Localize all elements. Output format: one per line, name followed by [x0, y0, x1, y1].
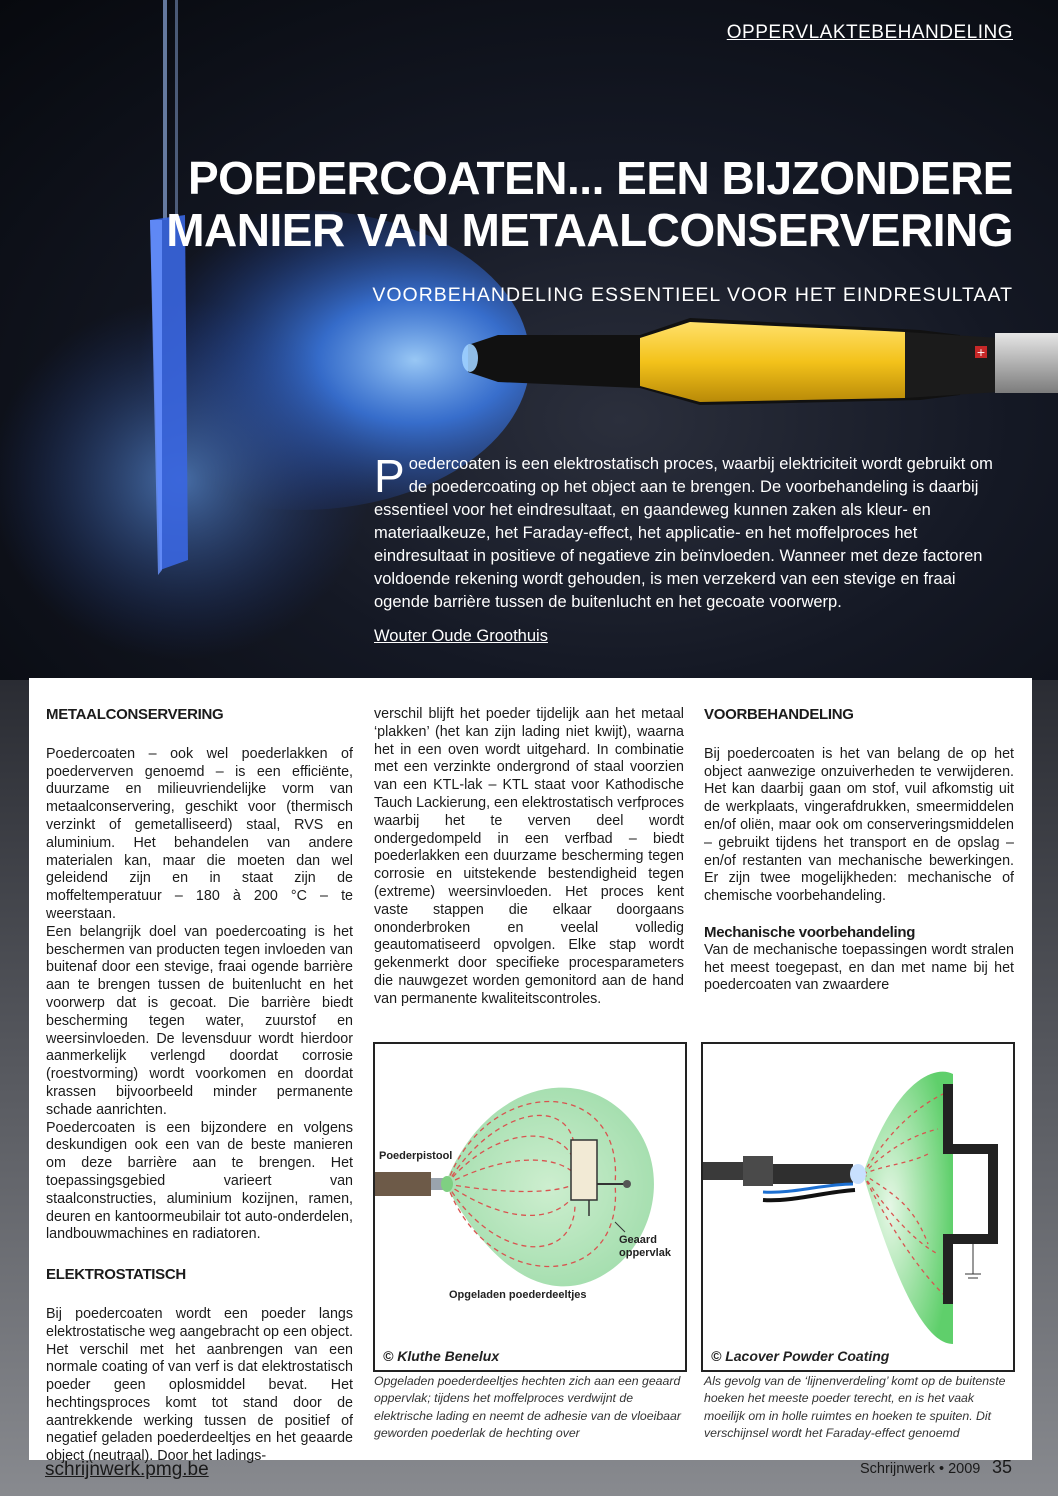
paragraph: Een belangrijk doel van poedercoating is het beschermen van producten tegen invloeden van buitenaf door een stevige, fraai ogende barrière aan te brengen tussen de buitenlucht en het voorwerp dat is gecoat. Die barrière biedt bescherming tegen water, zuurstof en weersinvloeden. De levensduur wordt hierdoor aanmerkelijk verlengd doordat corrosie (roestvorming) wordt voorkomen en doordat krassen bijvoorbeeld minder permanente schade aanrichten. — [46, 923, 353, 1118]
page-title — [113, 152, 1013, 256]
drop-cap: P — [374, 450, 405, 502]
column-2 — [374, 706, 684, 1009]
intro-text: oedercoaten is een elektrostatisch proces, waarbij elektriciteit wordt gebruikt om de poedercoating op het object aan te brengen. De voorbehandeling is daarbij essentieel voor het eindresultaat, en gaandeweg kunnen zaken als kleur- en materiaalkeuze, het Faraday-effect, het applicatie- en het moffelproces het eindresultaat in positieve of negatieve zin beïnvloeden. Wanneer met deze factoren voldoende rekening wordt gehouden, is men verzekerd van een stevige en fraai ogende barrière tussen de buitenlucht en het gecoate voorwerp. — [374, 455, 993, 611]
page-number: 35 — [992, 1457, 1013, 1477]
faraday-diagram — [703, 1044, 1013, 1370]
author-byline: Wouter Oude Groothuis — [374, 627, 548, 645]
label-geaard-oppervlak: Geaard oppervlak — [619, 1234, 671, 1259]
figure-credit: © Kluthe Benelux — [383, 1348, 500, 1364]
paragraph: Bij poedercoaten is het van belang de op het object aanwezige onzuiverheden te verwijderen. Het kan daarbij gaan om stof, vuil afkomstig uit de werkplaats, vingerafdrukken, smeermiddelen en/of oliën, maar ook om conserveringsmiddelen – gebruikt tijdens het transport en de opslag – en/of restanten van mechanische bewerkingen. Er zijn twee mogelijkheden: mechanische of chemische voorbehandeling. — [704, 745, 1014, 905]
intro-paragraph — [374, 450, 1014, 614]
title-line-1: POEDERCOATEN... EEN BIJZONDERE — [187, 152, 1013, 204]
paragraph: Poedercoaten is een bijzondere en volgens deskundigen ook een van de beste manieren om deze barrière aan te brengen. Het toepassingsgebied varieert van staalconstructies, aluminium kozijnen, ramen, deuren en kantoormeubilair tot auto-onderdelen, landbouwmachines en radiatoren. — [46, 1119, 353, 1243]
footer-website-link[interactable]: schrijnwerk.pmg.be — [45, 1459, 209, 1480]
electrostatic-diagram — [375, 1044, 685, 1370]
title-line-2: MANIER VAN METAALCONSERVERING — [166, 204, 1013, 256]
figure-electrostatic-field — [373, 1042, 687, 1372]
heading-mechanische-voorbehandeling: Mechanische voorbehandeling — [704, 923, 916, 941]
figure-1-caption: Opgeladen poederdeeltjes hechten zich aan een geaard oppervlak; tijdens het moffelproces verdwijnt de elektrische lading en neemt de adhesie van de vloeibaar geworden poederlak de hechting over — [374, 1374, 681, 1440]
heading-voorbehandeling: VOORBEHANDELING — [704, 706, 854, 723]
paragraph: Poedercoaten – ook wel poederlakken of poederverven genoemd – is een efficiënte, duurzame en milieuvriendelijke vorm van metaalconservering, geschikt voor (thermisch verzinkt of gemetalliseerd) staal, RVS en aluminium. Het behandelen van andere materialen kan, maar die moeten dan wel geleidend zijn en in staat zijn de moffeltemperatuur – 180 à 200 °C – te weerstaan. — [46, 745, 353, 922]
column-1 — [46, 706, 353, 1466]
footer-magazine: Schrijnwerk • 2009 — [860, 1461, 981, 1477]
paragraph: Bij poedercoaten wordt een poeder langs elektrostatische weg aangebracht op een object. Het verschil met het aanbrengen van een normale coating of van verf is dat elektrostatisch poeder geen oplosmiddel bevat. Het hechtingsproces komt tot stand door de aantrekkende werking tussen de positief of negatief geladen poederdeeltjes en het geaarde object (neutraal). Door het ladings- — [46, 1305, 353, 1465]
column-3 — [704, 706, 1014, 995]
figure-credit: © Lacover Powder Coating — [711, 1348, 890, 1364]
figure-faraday-effect — [701, 1042, 1015, 1372]
article-body — [29, 678, 1032, 1465]
heading-elektrostatisch: ELEKTROSTATISCH — [46, 1266, 186, 1284]
label-poederpistool: Poederpistool — [379, 1150, 453, 1162]
section-tag: OPPERVLAKTEBEHANDELING — [726, 22, 1013, 43]
subtitle: VOORBEHANDELING ESSENTIEEL VOOR HET EINDRESULTAAT — [372, 284, 1013, 306]
paragraph: Van de mechanische toepassingen wordt stralen het meest toegepast, en dan met name bij het poedercoaten van zwaardere — [704, 941, 1014, 994]
heading-metaalconservering: METAALCONSERVERING — [46, 706, 224, 723]
svg-text:+: + — [976, 346, 986, 359]
paragraph: verschil blijft het poeder tijdelijk aan het metaal ‘plakken’ (het kan zijn lading niet kwijt), waarna het in een oven wordt uitgehard. In combinatie met een verzinkte ondergrond of staal voorzien van een KTL-lak – KTL staat voor Kathodische Tauch Lackierung, een elektrostatisch verfproces waarbij het te verven deel wordt ondergedompeld in een verfbad – biedt poederlakken een duurzame bescherming tegen corrosie en uitstekende bestendigheid tegen (extreme) weersinvloeden. Het proces kent vaste stappen die elkaar doorgaans ononderbroken en veelal volledig geautomatiseerd opvolgen. Elke stap wordt gekenmerkt door specifieke procesparameters die nauwgezet worden gemonitord aan de hand van permanente kwaliteitscontroles. — [374, 706, 684, 1007]
label-opgeladen-poederdeeltjes: Opgeladen poederdeeltjes — [449, 1289, 587, 1301]
figure-2-caption: Als gevolg van de ‘lijnenverdeling’ komt op de buitenste hoeken het meeste poeder terecht, en is het vaak moeilijk om in holle ruimtes en hoeken te spuiten. Dit verschijnsel wordt het Faraday-effect genoemd — [704, 1374, 1006, 1440]
